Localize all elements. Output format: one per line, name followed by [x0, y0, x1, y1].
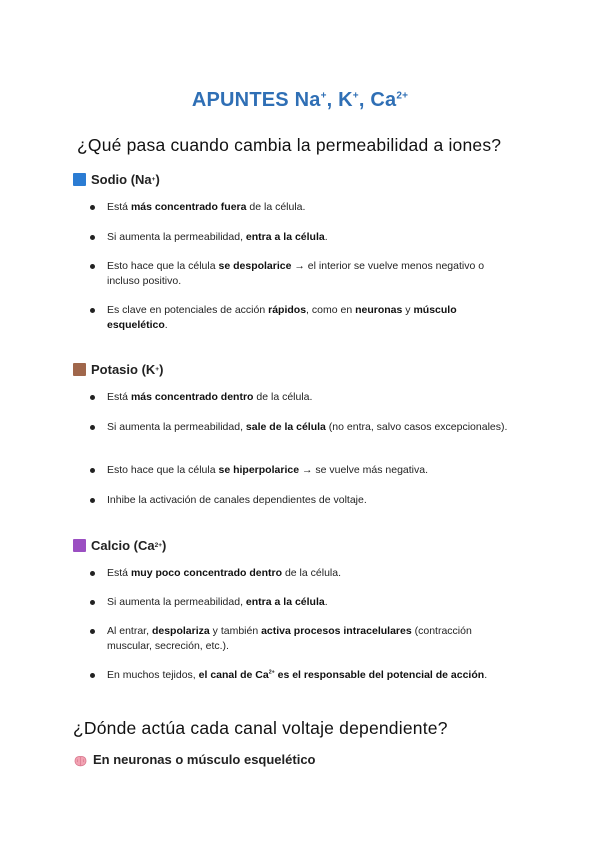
- bullet: [90, 264, 95, 269]
- list-item: Está más concentrado dentro de la célula.: [107, 390, 517, 405]
- list-item: Esto hace que la célula se despolarice → el interior se vuelve menos negativo o incluso positivo.: [107, 259, 517, 289]
- bullet: [90, 629, 95, 634]
- list-item: Esto hace que la célula se hiperpolarice → se vuelve más negativa.: [107, 463, 517, 478]
- subheading-calcio: Calcio (Ca 2+ ): [73, 538, 166, 553]
- bullet: [90, 425, 95, 430]
- purple-square-icon: [73, 539, 86, 552]
- brown-square-icon: [73, 363, 86, 376]
- list-item: En muchos tejidos, el canal de $Ca^{2+}$ es el responsable del potencial de acción.: [107, 668, 547, 683]
- subheading-neuronas: En neuronas o músculo esquelético: [73, 752, 316, 767]
- page-title: APUNTES Na+, K+, $Ca^{2+}$: [191, 89, 409, 111]
- list-item: Si aumenta la permeabilidad, sale de la célula (no entra, salvo casos excepcionales).: [107, 420, 517, 435]
- list-item: Está más concentrado fuera de la célula.: [107, 200, 517, 215]
- bullet: [90, 235, 95, 240]
- bullet: [90, 308, 95, 313]
- bullet: [90, 498, 95, 503]
- bullet: [90, 468, 95, 473]
- list-item: Es clave en potenciales de acción rápidos, como en neuronas y músculo esquelético.: [107, 303, 517, 333]
- section-heading-canales: ¿Dónde actúa cada canal voltaje dependiente?: [73, 718, 448, 738]
- bullet: [90, 600, 95, 605]
- bullet: [90, 673, 95, 678]
- bullet: [90, 395, 95, 400]
- bullet: [90, 205, 95, 210]
- brain-icon: [73, 755, 88, 767]
- blue-square-icon: [73, 173, 86, 186]
- list-item: Inhibe la activación de canales dependientes de voltaje.: [107, 493, 517, 508]
- list-item: Si aumenta la permeabilidad, entra a la célula.: [107, 230, 517, 245]
- bullet: [90, 571, 95, 576]
- subheading-potasio: Potasio (K + ): [73, 362, 163, 377]
- list-item: Está muy poco concentrado dentro de la célula.: [107, 566, 517, 581]
- list-item: Si aumenta la permeabilidad, entra a la célula.: [107, 595, 517, 610]
- section-heading-permeabilidad: ¿Qué pasa cuando cambia la permeabilidad a iones?: [77, 135, 502, 155]
- subheading-sodio: Sodio (Na + ): [73, 172, 160, 187]
- list-item: Al entrar, despolariza y también activa procesos intracelulares (contracción muscular, secreción, etc.).: [107, 624, 517, 654]
